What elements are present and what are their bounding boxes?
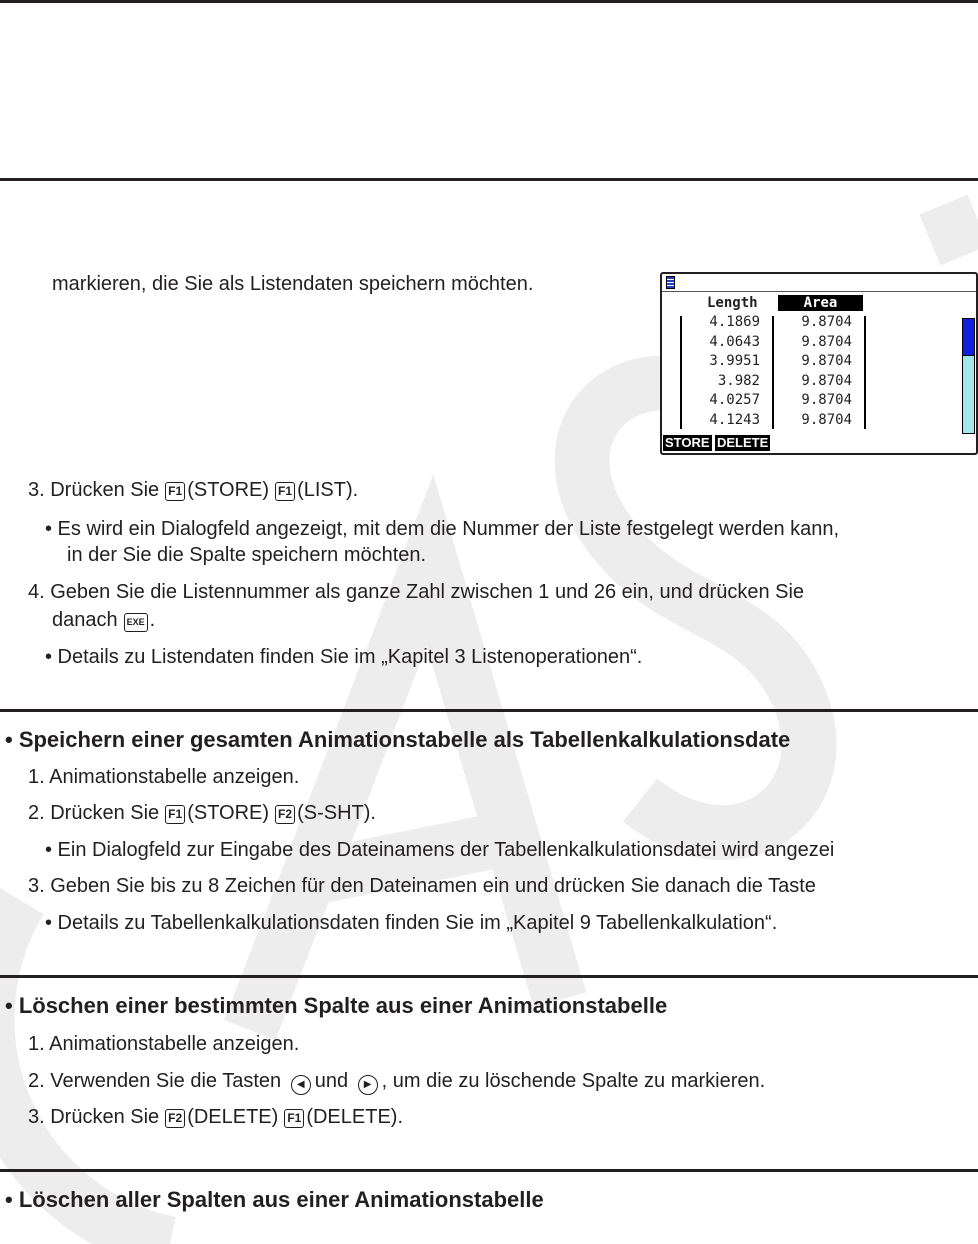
exe-key-icon: EXE [124,613,148,632]
fkey-delete[interactable]: DELETE [717,435,769,450]
column-header-area: Area [778,295,863,311]
cell: 9.8704 [801,353,852,369]
cell: 4.0257 [709,392,760,408]
bullet: • Es wird ein Dialogfeld angezeigt, mit dem die Nummer der Liste festgelegt werden kann, [45,518,840,540]
step-2: 2. Verwenden Sie die Tasten ◀ und ▶ , um die zu löschende Spalte zu markieren. [28,1069,765,1095]
bullet-cont: in der Sie die Spalte speichern möchten. [67,544,427,566]
f1-key-icon: F1 [275,482,295,501]
cell: 4.0643 [709,333,760,350]
cell: 4.1243 [709,411,760,428]
column-header-length: Length [707,295,758,311]
bullet: • Details zu Listendaten finden Sie im „Kapitel 3 Listenoperationen“. [45,646,643,668]
length-column [682,313,760,430]
step-3: 3. Drücken Sie F1 (STORE) F1 (LIST). [28,479,359,501]
divider [0,1169,978,1172]
step-4: 4. Geben Sie die Listennummer als ganze Zahl zwischen 1 und 26 ein, und drücken Sie [28,581,805,603]
divider [0,709,978,712]
cell: 9.8704 [801,314,852,330]
divider [0,178,978,181]
cell: 9.8704 [801,392,852,408]
scrollbar[interactable] [962,318,975,434]
battery-icon [666,276,675,289]
section-heading: • Löschen einer bestimmten Spalte aus einer Animationstabelle [5,993,668,1018]
step-1: 1. Animationstabelle anzeigen. [28,766,300,788]
f1-key-icon: F1 [284,1109,304,1128]
left-arrow-key-icon: ◀ [291,1075,311,1095]
cell: 4.1869 [709,314,760,330]
step-1: 1. Animationstabelle anzeigen. [28,1033,300,1055]
section-heading: • Speichern einer gesamten Animationstabelle als Tabellenkalkulationsdate [5,727,791,752]
f2-key-icon: F2 [165,1109,185,1128]
step-3: 3. Drücken Sie F2 (DELETE) F1 (DELETE). [28,1106,404,1128]
section-heading: • Löschen aller Spalten aus einer Animationstabelle [5,1187,544,1212]
f2-key-icon: F2 [275,805,295,824]
step-4-cont: danach EXE . [52,609,156,631]
cell: 9.8704 [801,372,852,389]
bullet: • Details zu Tabellenkalkulationsdaten finden Sie im „Kapitel 9 Tabellenkalkulation“. [45,912,778,934]
f1-key-icon: F1 [165,482,185,501]
cell: 3.9951 [709,353,760,369]
cell: 9.8704 [801,333,852,350]
divider [0,975,978,978]
step-2: 2. Drücken Sie F1 (STORE) F2 (S-SHT). [28,802,376,824]
divider [0,0,978,3]
calculator-screen [660,272,978,455]
fkey-store[interactable]: STORE [665,435,710,450]
cell: 3.982 [717,372,760,389]
step-text: markieren, die Sie als Listendaten speichern möchten. [52,273,534,295]
bullet: • Ein Dialogfeld zur Eingabe des Dateinamens der Tabellenkalkulationsdatei wird angezei [45,839,835,861]
cell: 9.8704 [801,411,852,428]
f1-key-icon: F1 [165,805,185,824]
right-arrow-key-icon: ▶ [358,1075,378,1095]
step-3: 3. Geben Sie bis zu 8 Zeichen für den Dateinamen ein und drücken Sie danach die Taste [28,875,816,897]
area-column [774,313,852,430]
